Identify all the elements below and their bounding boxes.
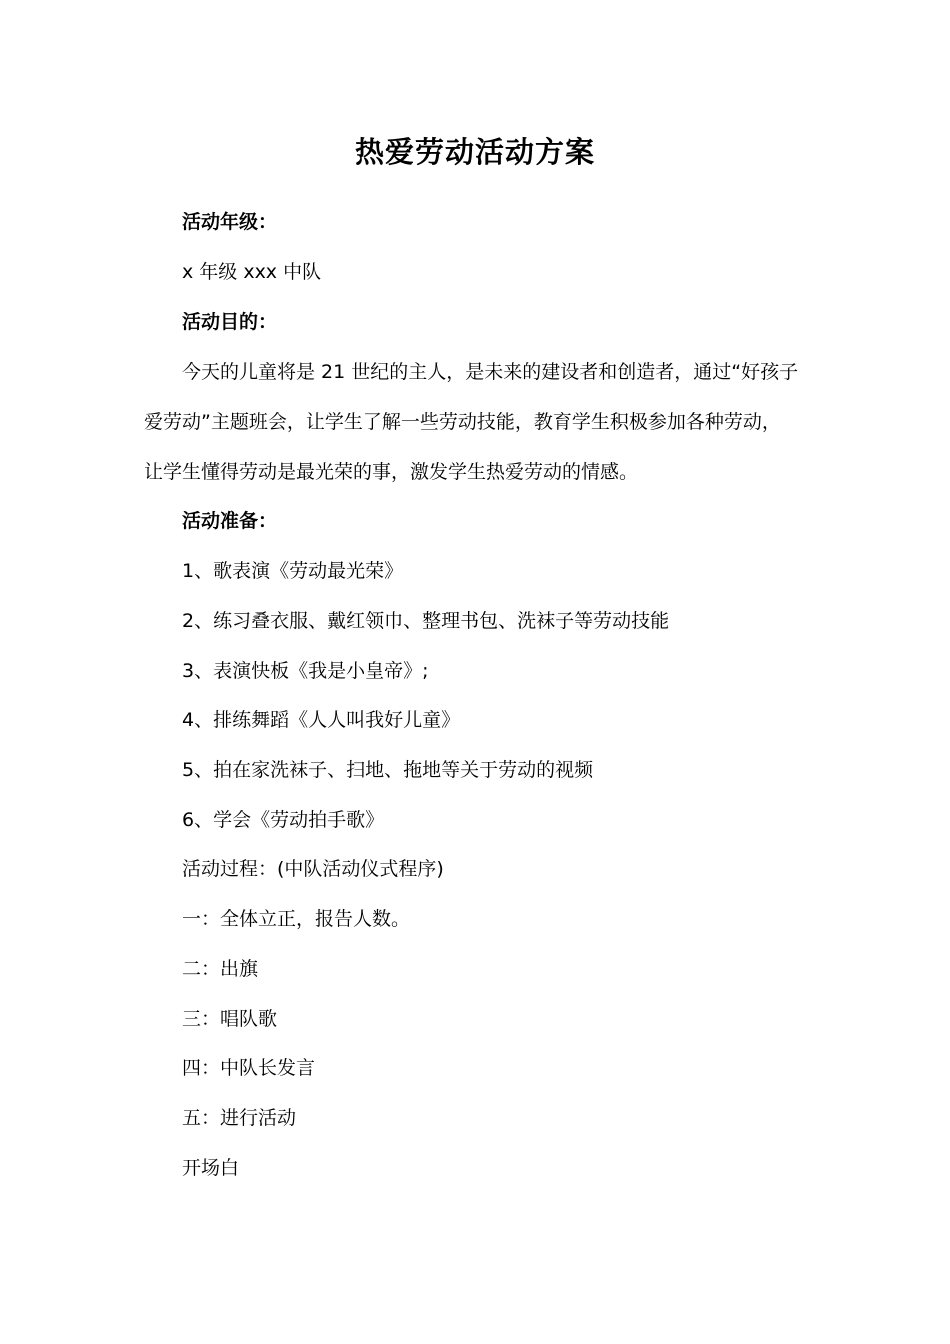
prep-item-2: 2、练习叠衣服、戴红领巾、整理书包、洗袜子等劳动技能	[182, 610, 670, 632]
opening-remarks: 开场白	[182, 1157, 240, 1179]
purpose-heading: 活动目的：	[182, 311, 278, 333]
process-step-4: 四：中队长发言	[182, 1057, 316, 1079]
purpose-line-3: 让学生懂得劳动是最光荣的事，激发学生热爱劳动的情感。	[144, 461, 639, 483]
grade-heading: 活动年级：	[182, 211, 278, 233]
process-step-3: 三：唱队歌	[182, 1008, 278, 1030]
process-step-5: 五：进行活动	[182, 1107, 297, 1129]
document-title: 热爱劳动活动方案	[354, 135, 595, 169]
purpose-line-2: 爱劳动”主题班会，让学生了解一些劳动技能，教育学生积极参加各种劳动，	[144, 411, 781, 433]
process-step-1: 一：全体立正，报告人数。	[182, 908, 411, 930]
process-step-2: 二：出旗	[182, 958, 259, 980]
grade-value: x 年级 xxx 中队	[182, 261, 322, 283]
prep-item-1: 1、歌表演《劳动最光荣》	[182, 560, 404, 582]
purpose-line-1: 今天的儿童将是 21 世纪的主人，是未来的建设者和创造者，通过“好孩子	[182, 361, 799, 383]
prep-item-4: 4、排练舞蹈《人人叫我好儿童》	[182, 709, 461, 731]
prep-heading: 活动准备：	[182, 510, 278, 532]
prep-item-5: 5、拍在家洗袜子、扫地、拖地等关于劳动的视频	[182, 759, 594, 781]
prep-item-6: 6、学会《劳动拍手歌》	[182, 809, 385, 831]
process-heading: 活动过程：(中队活动仪式程序)	[182, 858, 444, 880]
prep-item-3: 3、表演快板《我是小皇帝》;	[182, 660, 429, 682]
